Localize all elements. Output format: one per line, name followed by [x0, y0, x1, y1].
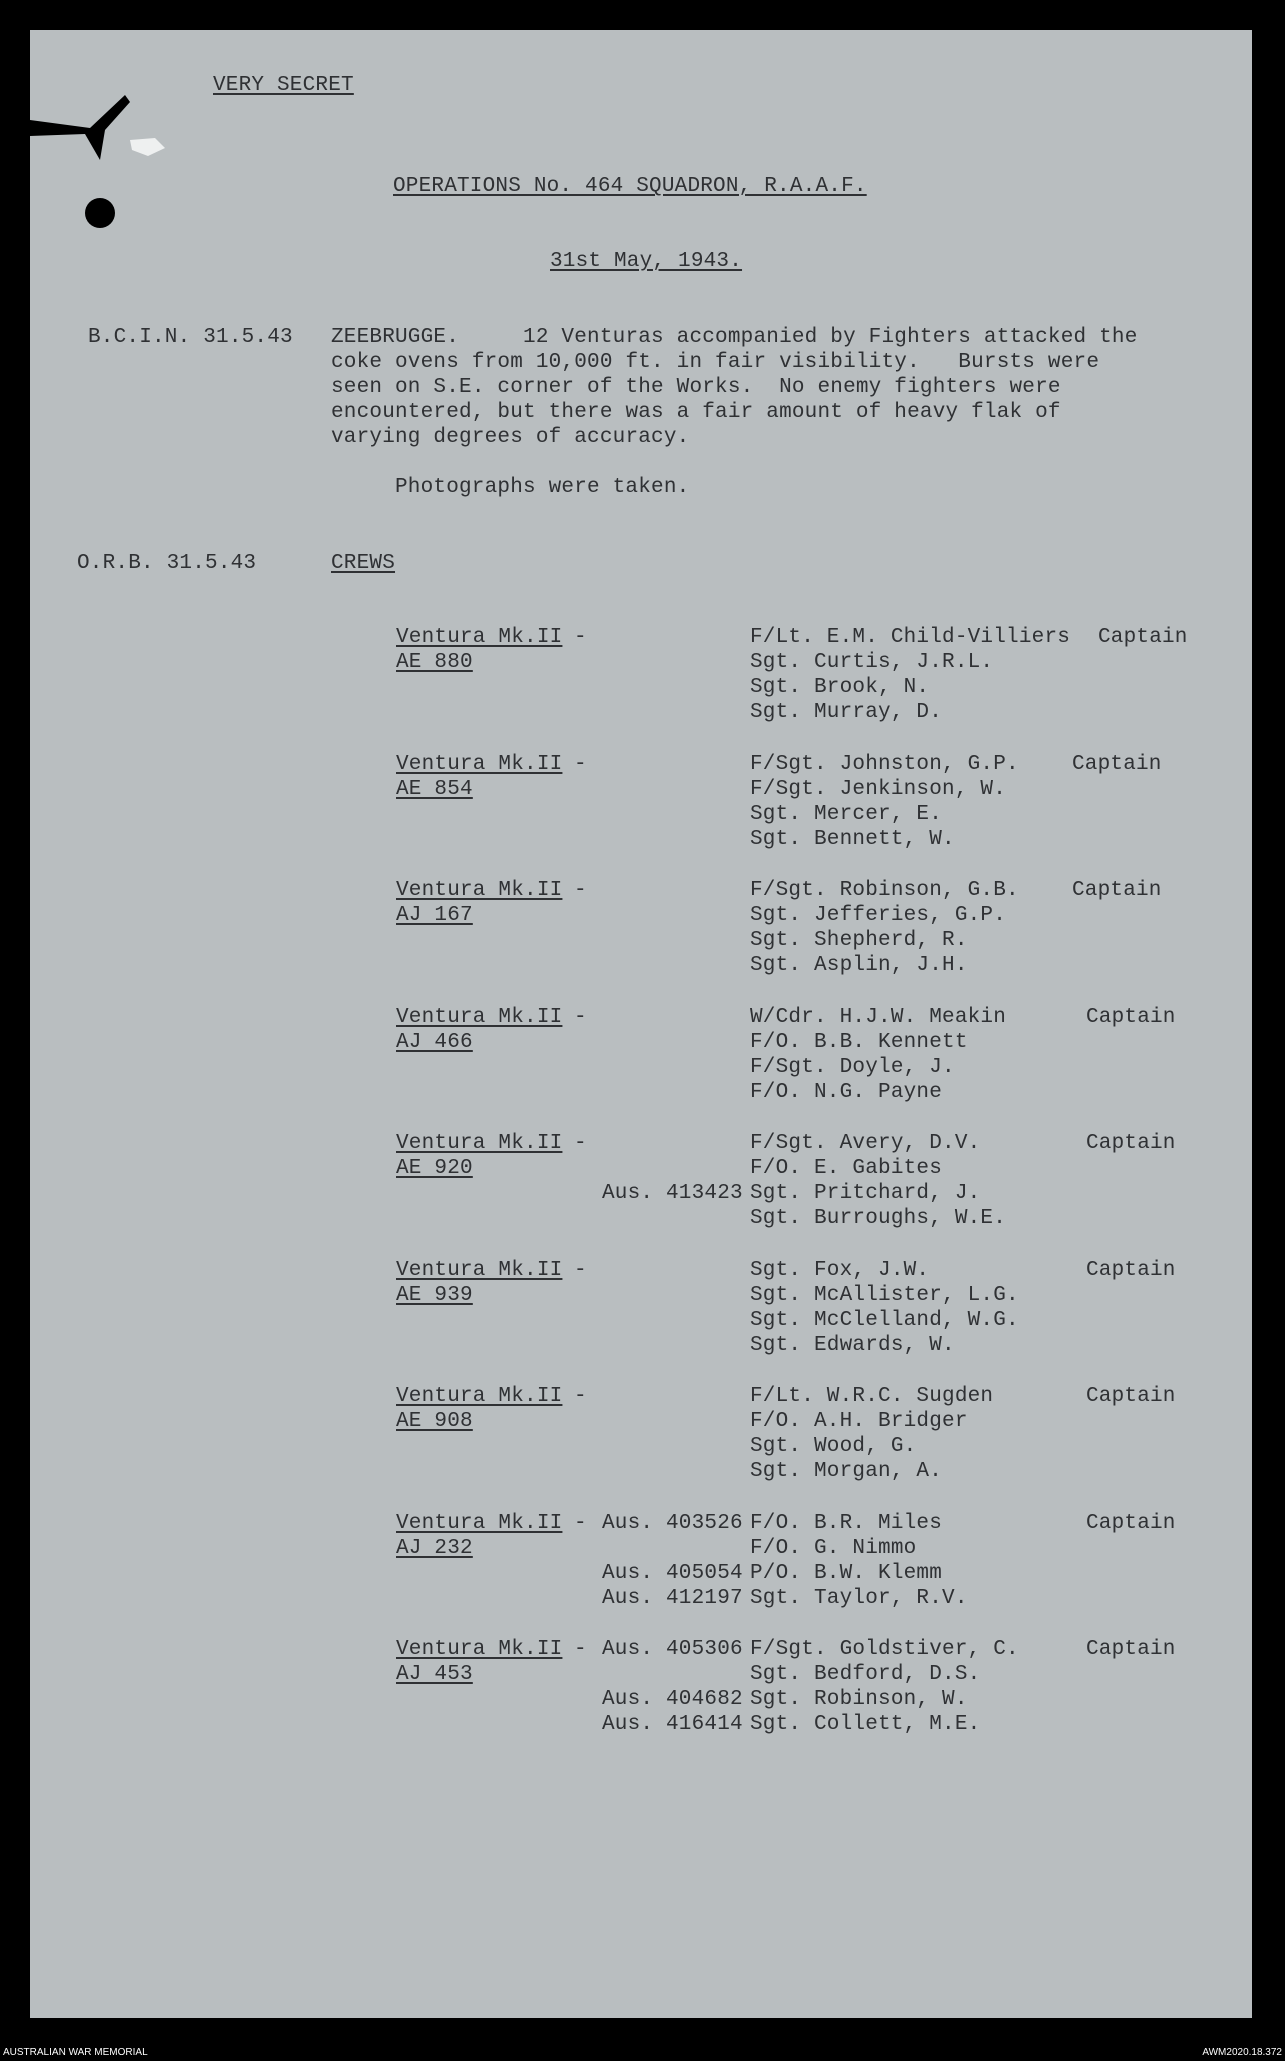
aircraft-type: Ventura Mk.II [396, 752, 563, 776]
crew-member-name: Sgt. McAllister, L.G. [750, 1283, 1019, 1307]
aircraft-serial: AE 920 [396, 1157, 473, 1180]
service-number: Aus. 404682 [602, 1688, 743, 1711]
crew-member-name: F/O. A.H. Bridger [750, 1410, 968, 1433]
crew-member-name: Sgt. McClelland, W.G. [750, 1308, 1019, 1332]
crew-member-name: F/O. N.G. Payne [750, 1080, 943, 1104]
crews-heading: CREWS [331, 552, 396, 575]
service-number: Aus. 413423 [602, 1182, 743, 1205]
crew-member-name: Sgt. Burroughs, W.E. [750, 1207, 1007, 1230]
crew-member-name: Sgt. Brook, N. [750, 676, 930, 699]
service-number: Aus. 405306 [602, 1638, 743, 1661]
crew-member-name: F/O. B.B. Kennett [750, 1030, 968, 1054]
captain-label: Captain [1086, 1638, 1176, 1661]
aircraft-type: Ventura Mk.II [396, 1132, 563, 1155]
service-number: Aus. 405054 [602, 1561, 743, 1585]
crew-member-name: Sgt. Collett, M.E. [750, 1713, 981, 1736]
crew-member-name: W/Cdr. H.J.W. Meakin [750, 1005, 1007, 1029]
crew-member-name: Sgt. Wood, G. [750, 1435, 917, 1458]
bcin-line: coke ovens from 10,000 ft. in fair visibility. Bursts were [331, 351, 1100, 374]
crew-member-name: F/Sgt. Avery, D.V. [750, 1132, 981, 1155]
captain-label: Captain [1086, 1132, 1176, 1155]
aircraft-type: Ventura Mk.II [396, 626, 563, 649]
service-number: Aus. 403526 [602, 1511, 743, 1535]
captain-label: Captain [1086, 1005, 1176, 1029]
aircraft-serial: AJ 167 [396, 904, 473, 927]
aircraft-type: Ventura Mk.II [396, 1005, 563, 1029]
crew-member-name: F/Sgt. Robinson, G.B. [750, 879, 1019, 902]
crew-member-name: F/Sgt. Jenkinson, W. [750, 777, 1007, 801]
crew-member-name: Sgt. Edwards, W. [750, 1333, 955, 1357]
crew-member-name: F/O. G. Nimmo [750, 1536, 917, 1560]
bcin-line: encountered, but there was a fair amount of heavy flak of [331, 401, 1061, 424]
crew-member-name: F/O. E. Gabites [750, 1157, 943, 1180]
ink-stain [30, 90, 210, 170]
aircraft-serial: AE 908 [396, 1410, 473, 1433]
aircraft-type: Ventura Mk.II [396, 1258, 563, 1282]
document-page [30, 30, 1252, 2018]
aircraft-type: Ventura Mk.II [396, 879, 563, 902]
crew-member-name: Sgt. Bennett, W. [750, 827, 955, 851]
aircraft-dash: - [574, 1005, 587, 1029]
crew-member-name: Sgt. Asplin, J.H. [750, 954, 968, 977]
bcin-line: seen on S.E. corner of the Works. No enemy fighters were [331, 376, 1061, 399]
punch-hole [85, 198, 115, 228]
aircraft-type: Ventura Mk.II [396, 1385, 563, 1408]
classification: VERY SECRET [213, 74, 354, 97]
aircraft-serial: AJ 453 [396, 1663, 473, 1686]
report-date: 31st May, 1943. [550, 250, 743, 273]
crew-member-name: F/Lt. E.M. Child-Villiers [750, 626, 1071, 649]
crew-member-name: F/Lt. W.R.C. Sugden [750, 1385, 994, 1408]
bcin-ref: B.C.I.N. 31.5.43 [88, 326, 293, 349]
aircraft-type: Ventura Mk.II [396, 1511, 563, 1535]
aircraft-serial: AE 939 [396, 1283, 473, 1307]
crew-member-name: Sgt. Fox, J.W. [750, 1258, 930, 1282]
aircraft-serial: AE 854 [396, 777, 473, 801]
crew-member-name: Sgt. Bedford, D.S. [750, 1663, 981, 1686]
aircraft-type: Ventura Mk.II [396, 1638, 563, 1661]
aircraft-dash: - [574, 752, 587, 776]
aircraft-dash: - [574, 1132, 587, 1155]
crew-member-name: F/Sgt. Doyle, J. [750, 1055, 955, 1079]
aircraft-dash: - [574, 1385, 587, 1408]
service-number: Aus. 416414 [602, 1713, 743, 1736]
captain-label: Captain [1086, 1385, 1176, 1408]
footer-accession: AWM2020.18.372 [1202, 2047, 1282, 2058]
service-number: Aus. 412197 [602, 1586, 743, 1610]
crew-member-name: Sgt. Pritchard, J. [750, 1182, 981, 1205]
crew-member-name: Sgt. Robinson, W. [750, 1688, 968, 1711]
crew-member-name: Sgt. Murray, D. [750, 701, 943, 724]
aircraft-serial: AJ 466 [396, 1030, 473, 1054]
crew-member-name: Sgt. Taylor, R.V. [750, 1586, 968, 1610]
crew-member-name: Sgt. Shepherd, R. [750, 929, 968, 952]
crew-member-name: Sgt. Mercer, E. [750, 802, 943, 826]
captain-label: Captain [1086, 1258, 1176, 1282]
aircraft-dash: - [574, 1638, 587, 1661]
crew-member-name: F/Sgt. Goldstiver, C. [750, 1638, 1019, 1661]
crew-member-name: F/O. B.R. Miles [750, 1511, 943, 1535]
captain-label: Captain [1072, 879, 1162, 902]
page-title: OPERATIONS No. 464 SQUADRON, R.A.A.F. [393, 175, 867, 198]
footer-source: AUSTRALIAN WAR MEMORIAL [3, 2047, 148, 2058]
crew-member-name: F/Sgt. Johnston, G.P. [750, 752, 1019, 776]
aircraft-serial: AJ 232 [396, 1536, 473, 1560]
aircraft-dash: - [574, 879, 587, 902]
orb-ref: O.R.B. 31.5.43 [77, 552, 257, 575]
bcin-line: ZEEBRUGGE. 12 Venturas accompanied by Fighters attacked the [331, 326, 1138, 349]
photographs-note: Photographs were taken. [395, 476, 690, 499]
crew-member-name: Sgt. Curtis, J.R.L. [750, 651, 994, 674]
aircraft-dash: - [574, 626, 587, 649]
captain-label: Captain [1072, 752, 1162, 776]
aircraft-dash: - [574, 1511, 587, 1535]
crew-member-name: P/O. B.W. Klemm [750, 1561, 943, 1585]
crew-member-name: Sgt. Jefferies, G.P. [750, 904, 1007, 927]
captain-label: Captain [1086, 1511, 1176, 1535]
bcin-line: varying degrees of accuracy. [331, 426, 690, 449]
captain-label: Captain [1098, 626, 1188, 649]
crew-member-name: Sgt. Morgan, A. [750, 1460, 943, 1483]
aircraft-serial: AE 880 [396, 651, 473, 674]
aircraft-dash: - [574, 1258, 587, 1282]
